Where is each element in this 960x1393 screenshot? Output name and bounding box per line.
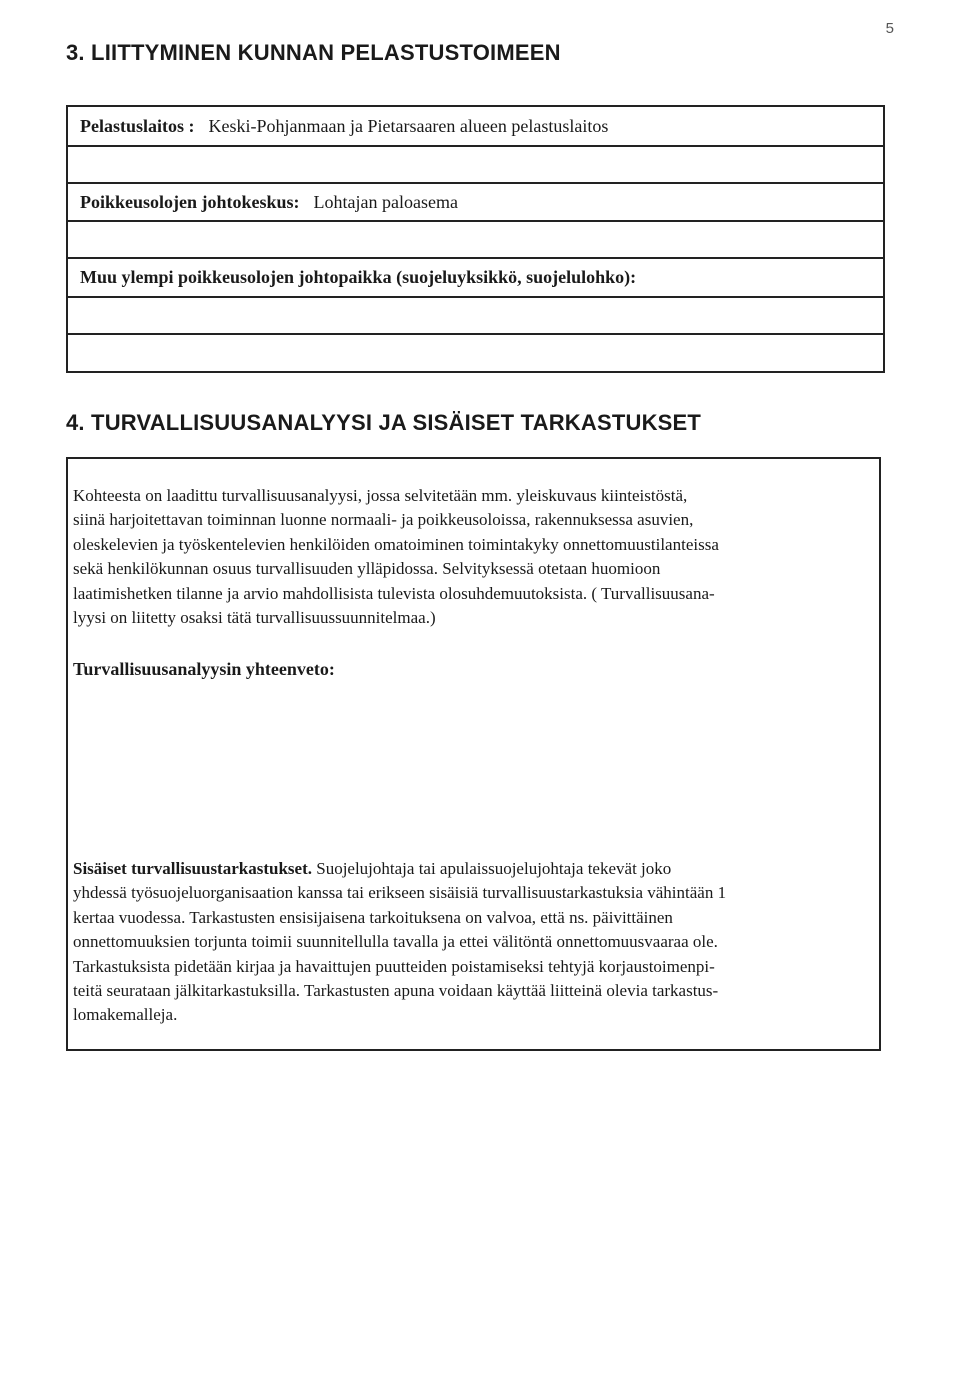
page-number: 5: [885, 20, 894, 37]
intro-line: Kohteesta on laadittu turvallisuusanalyysi, jossa selvitetään mm. yleiskuvaus kiinteistöstä,: [73, 486, 688, 505]
internal-inspections-text: [73, 857, 873, 1028]
safety-analysis-intro: [73, 484, 873, 630]
safety-analysis-panel: [66, 457, 881, 1051]
intro-line: laatimishetken tilanne ja arvio mahdollisista tulevista olosuhdemuutoksista. ( Turvallisuusana-: [73, 583, 715, 603]
rescue-department-value: Keski-Pohjanmaan ja Pietarsaaren alueen pelastuslaitos: [208, 115, 609, 136]
intro-line: siinä harjoitettavan toiminnan luonne normaali- ja poikkeusoloissa, rakennuksessa asuvien,: [73, 510, 694, 530]
section-4-heading: 4. TURVALLISUUSANALYYSI JA SISÄISET TARKASTUKSET: [66, 410, 702, 435]
inspections-line: onnettomuuksien torjunta toimii suunnitellulla tavalla ja ettei välitöntä onnettomuusvaaraa ole.: [73, 932, 718, 952]
empty-row-3: [68, 298, 883, 335]
command-center-label: Poikkeusolojen johtokeskus:: [80, 191, 300, 212]
other-command-post-row: [68, 259, 883, 298]
inspections-line: lomakemalleja.: [73, 1005, 178, 1025]
inspections-line: Tarkastuksista pidetään kirjaa ja havaittujen puutteiden poistamiseksi tehtyjä korjaustoimenpi-: [73, 956, 715, 976]
inspections-first-line: Suojelujohtaja tai apulaissuojelujohtaja tekevät joko: [311, 859, 672, 878]
intro-line: lyysi on liitetty osaksi tätä turvallisuussuunnitelmaa.): [73, 608, 436, 628]
rescue-department-row: [68, 107, 883, 147]
inspections-line: teitä seurataan jälkitarkastuksilla. Tarkastusten apuna voidaan käyttää liitteinä olevia tarkastus-: [73, 981, 719, 1001]
rescue-service-table: [66, 105, 885, 373]
empty-row-4: [68, 335, 883, 373]
other-command-post-label: Muu ylempi poikkeusolojen johtopaikka (suojeluyksikkö, suojelulohko):: [80, 267, 637, 287]
inspections-line: kertaa vuodessa. Tarkastusten ensisijaisena tarkoituksena on valvoa, että ns. päivittäinen: [73, 907, 673, 927]
command-center-row: [68, 184, 883, 222]
analysis-summary-heading: Turvallisuusanalyysin yhteenveto:: [73, 659, 335, 679]
inspections-line: yhdessä työsuojeluorganisaation kanssa tai erikseen sisäisiä turvallisuustarkastuksia vähintään 1: [73, 883, 727, 903]
inspections-line: [73, 857, 873, 881]
internal-inspections-heading: Sisäiset turvallisuustarkastukset.: [73, 859, 312, 878]
empty-row-2: [68, 222, 883, 259]
rescue-department-label: Pelastuslaitos :: [80, 115, 195, 136]
empty-row-1: [68, 147, 883, 184]
section-3-heading: 3. LIITTYMINEN KUNNAN PELASTUSTOIMEEN: [66, 40, 561, 65]
intro-line: sekä henkilökunnan osuus turvallisuuden ylläpidossa. Selvityksessä otetaan huomioon: [73, 559, 661, 579]
command-center-value: Lohtajan paloasema: [313, 191, 458, 212]
intro-line: oleskelevien ja työskentelevien henkilöiden omatoiminen toimintakyky onnettomuustilanteissa: [73, 534, 719, 554]
